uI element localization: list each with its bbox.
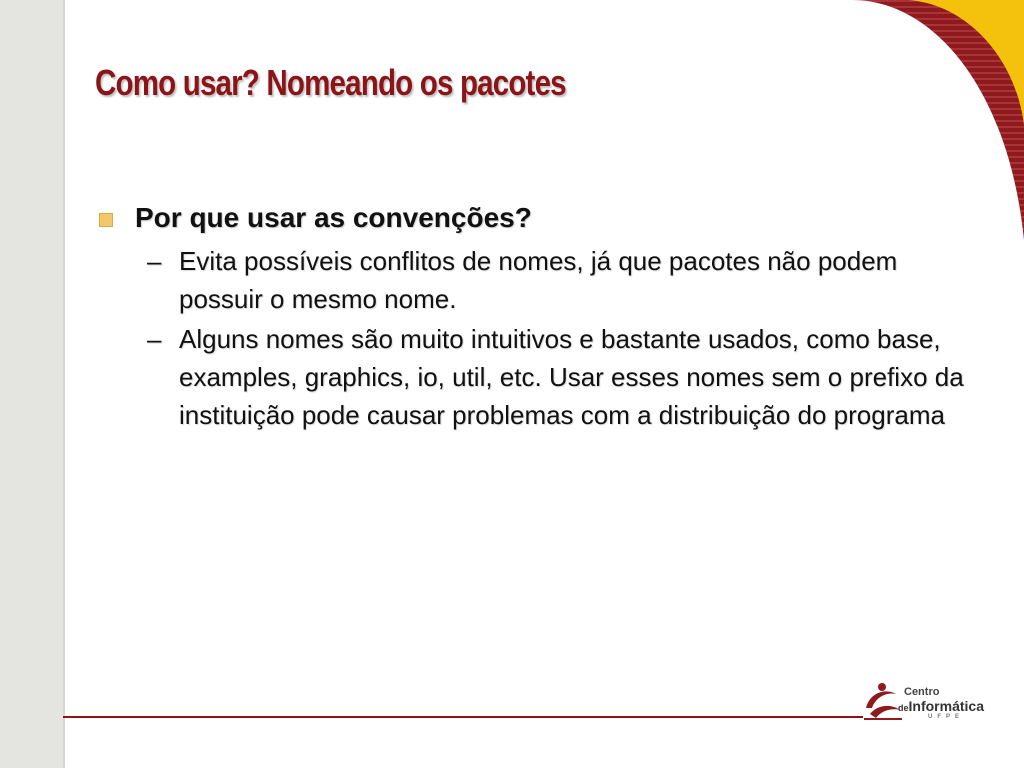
main-bullet-text: Por que usar as convenções?: [135, 202, 532, 233]
dash-bullet: –: [147, 324, 162, 354]
centro-informatica-logo: [862, 678, 1002, 723]
left-band: [0, 0, 63, 768]
slide-content: [95, 200, 965, 436]
logo-text-centro: Centro: [904, 686, 940, 698]
sub-bullet-text: Alguns nomes são muito intuitivos e bastante usados, como base, examples, graphics, io, util, etc. Usar esses nomes sem o prefixo da instituição pode causar problemas com a distribuição do programa: [179, 324, 964, 430]
dash-bullet: –: [147, 246, 162, 276]
sub-bullet-list: [95, 242, 965, 434]
left-band-edge: [63, 0, 65, 768]
bullet-square-icon: [99, 213, 113, 227]
footer-divider: [63, 716, 863, 718]
slide-title: Como usar? Nomeando os pacotes: [95, 62, 566, 103]
sub-bullet-text: Evita possíveis conflitos de nomes, já que pacotes não podem possuir o mesmo nome.: [179, 246, 898, 314]
sub-bullet: [95, 320, 965, 434]
logo-text-informatica-word: Informática: [908, 698, 984, 714]
logo-text-informatica: [898, 698, 984, 714]
logo-text-ufpe: UFPE: [928, 714, 965, 720]
main-bullet: [95, 200, 965, 236]
logo-text-de: de: [898, 703, 909, 713]
sub-bullet: [95, 242, 965, 318]
